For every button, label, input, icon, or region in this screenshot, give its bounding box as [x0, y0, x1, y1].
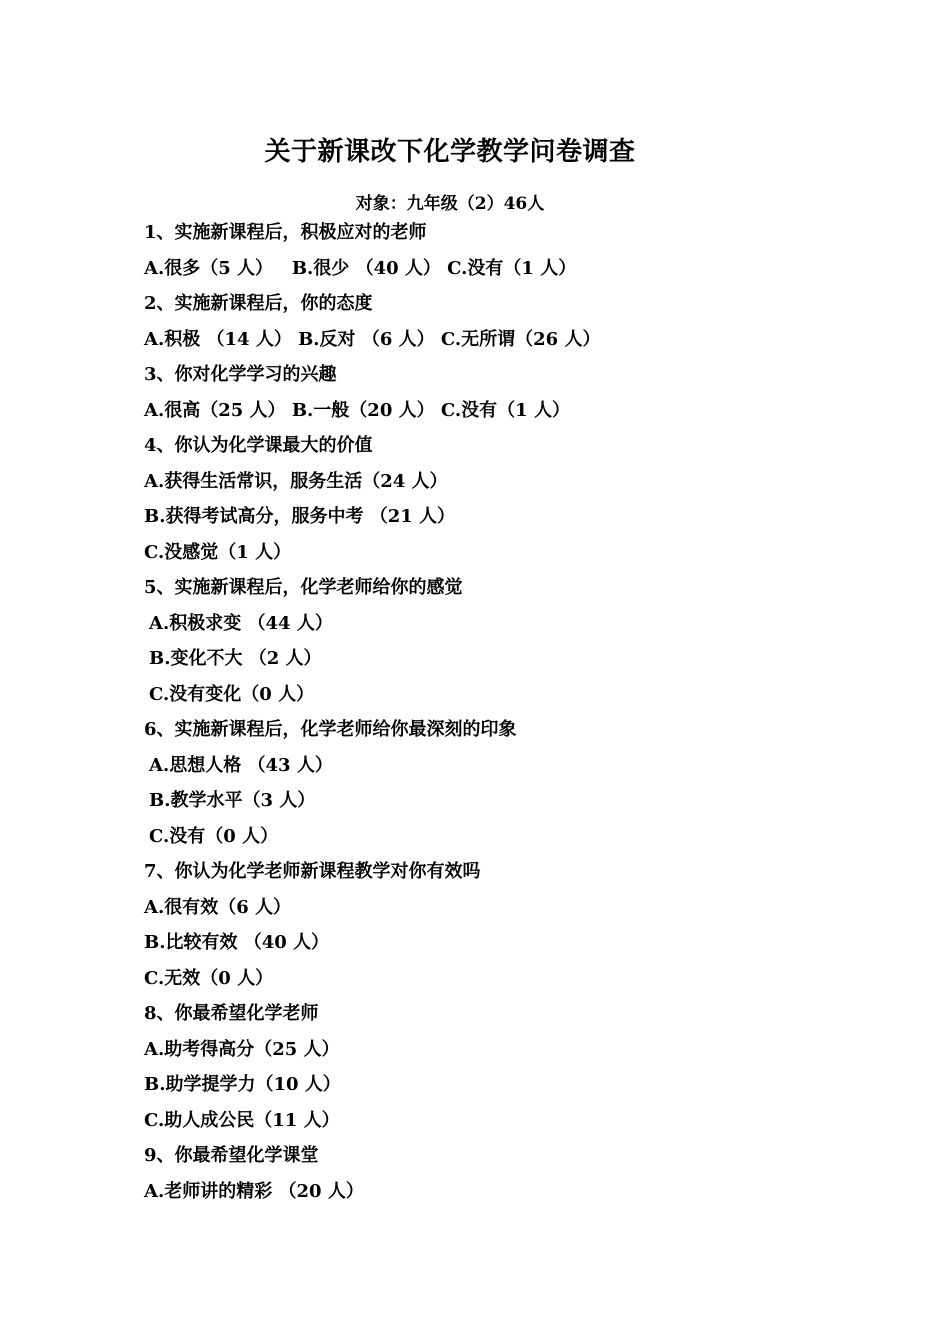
answer-line: A.积极 （14 人） B.反对 （6 人） C.无所谓（26 人）	[144, 328, 601, 350]
document-subtitle: 对象：九年级（2）46人	[355, 194, 545, 214]
question-7: 7、你认为化学老师新课程教学对你有效吗	[144, 861, 481, 882]
answer-line: C.没有变化（0 人）	[149, 683, 315, 705]
question-2: 2、实施新课程后，你的态度	[144, 293, 373, 314]
answer-line: C.没感觉（1 人）	[144, 541, 292, 563]
question-3: 3、你对化学学习的兴趣	[144, 364, 337, 385]
question-5: 5、实施新课程后，化学老师给你的感觉	[144, 577, 463, 598]
answer-line: A.很多（5 人） B.很少 （40 人） C.没有（1 人）	[144, 257, 577, 279]
answer-line: C.没有（0 人）	[149, 825, 279, 847]
answer-line: A.很有效（6 人）	[144, 896, 292, 918]
question-1: 1、实施新课程后，积极应对的老师	[144, 222, 427, 243]
answer-line: A.获得生活常识，服务生活（24 人）	[144, 470, 448, 492]
answer-line: A.助考得高分（25 人）	[144, 1038, 340, 1060]
answer-line: C.助人成公民（11 人）	[144, 1109, 340, 1131]
survey-content	[144, 215, 600, 1209]
answer-line: A.很高（25 人） B.一般（20 人） C.没有（1 人）	[144, 399, 570, 421]
document-title: 关于新课改下化学教学问卷调查	[264, 137, 636, 167]
question-6: 6、实施新课程后，化学老师给你最深刻的印象	[144, 719, 517, 740]
answer-line: B.变化不大 （2 人）	[149, 648, 322, 669]
answer-line: A.积极求变 （44 人）	[149, 612, 333, 634]
question-9: 9、你最希望化学课堂	[144, 1145, 319, 1166]
answer-line: B.比较有效 （40 人）	[144, 932, 330, 953]
answer-line: C.无效（0 人）	[144, 967, 274, 989]
answer-line: B.教学水平（3 人）	[149, 790, 316, 811]
answer-line: B.助学提学力（10 人）	[144, 1074, 341, 1095]
answer-line: B.获得考试高分，服务中考 （21 人）	[144, 506, 456, 527]
answer-line: A.思想人格 （43 人）	[149, 754, 333, 776]
question-8: 8、你最希望化学老师	[144, 1003, 319, 1024]
question-4: 4、你认为化学课最大的价值	[144, 435, 373, 456]
answer-line: A.老师讲的精彩 （20 人）	[144, 1180, 364, 1202]
